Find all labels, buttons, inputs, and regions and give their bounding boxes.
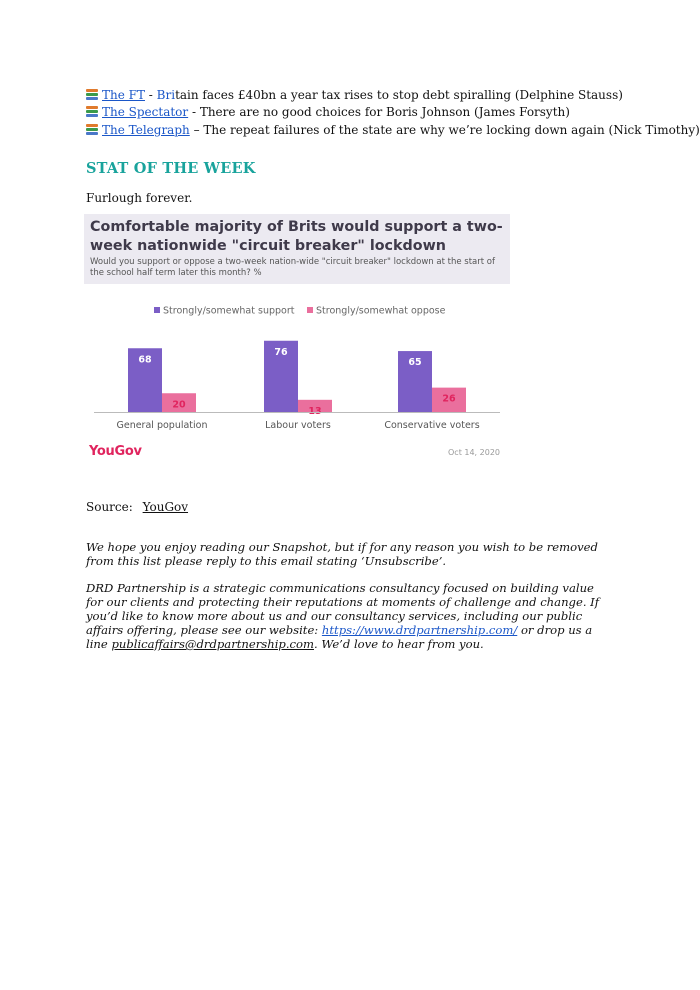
- data-label: 13: [308, 405, 322, 417]
- data-label: 68: [138, 354, 152, 366]
- data-label: 76: [274, 346, 288, 358]
- data-label: 26: [442, 393, 456, 405]
- source-label: Source:: [86, 500, 133, 514]
- news-list: [86, 86, 700, 139]
- news-headline: There are no good choices for Boris Johnson (James Forsyth): [199, 105, 570, 120]
- news-item: [86, 121, 700, 139]
- chart: [84, 214, 510, 469]
- chart-title: Comfortable majority of Brits would support a two-week nationwide "circuit breaker" lockdown: [90, 219, 503, 254]
- chart-plot: [84, 284, 510, 444]
- legend-label: Strongly/somewhat oppose: [316, 305, 446, 317]
- about-text: DRD Partnership is a strategic communications consultancy focused on building value for our clients and protecting their reputations at moments of challenge and change. If you’d like to know more about us and our consultancy services, including our public affairs offering, please see our website:: [86, 581, 600, 637]
- about-note: [86, 581, 606, 651]
- news-source-link[interactable]: The Spectator: [102, 105, 189, 120]
- yougov-logo: YouGov: [89, 444, 142, 459]
- about-text-3: . We’d love to hear from you.: [313, 637, 484, 651]
- source-link[interactable]: YouGov: [142, 500, 189, 514]
- books-icon: [86, 124, 98, 136]
- news-headline: The repeat failures of the state are why we’re locking down again (Nick Timothy): [203, 122, 700, 137]
- chart-date: Oct 14, 2020: [448, 448, 500, 457]
- lead-text: Furlough forever.: [86, 191, 193, 205]
- legend-swatch: [307, 307, 313, 313]
- news-source-link[interactable]: The FT: [102, 87, 145, 102]
- news-text-highlight: Bri: [156, 87, 176, 102]
- section-title: STAT OF THE WEEK: [86, 160, 256, 177]
- news-separator: -: [188, 105, 200, 120]
- category-label: Labour voters: [265, 420, 331, 431]
- chart-subtitle: Would you support or oppose a two-week nation-wide "circuit breaker" lockdown at the start of the school half term later this month? %: [90, 257, 495, 278]
- data-label: 65: [408, 357, 422, 369]
- books-icon: [86, 106, 98, 118]
- legend-label: Strongly/somewhat support: [163, 305, 295, 317]
- source-line: [86, 500, 188, 514]
- legend-swatch: [154, 307, 160, 313]
- category-label: General population: [116, 420, 208, 431]
- category-label: Conservative voters: [384, 420, 480, 431]
- books-icon: [86, 89, 98, 101]
- news-source-link[interactable]: The Telegraph: [102, 122, 190, 137]
- email-link[interactable]: publicaffairs@drdpartnership.com: [111, 637, 314, 651]
- data-label: 20: [172, 399, 186, 411]
- news-item: [86, 86, 686, 104]
- news-item: [86, 104, 686, 122]
- news-headline: tain faces £40bn a year tax rises to stop debt spiralling (Delphine Stauss): [175, 87, 623, 102]
- unsubscribe-note: We hope you enjoy reading our Snapshot, but if for any reason you wish to be removed from this list please reply to this email stating ‘Unsubscribe’.: [86, 540, 598, 568]
- website-link[interactable]: https://www.drdpartnership.com/: [321, 623, 518, 637]
- about-text-2: or drop us a line: [86, 623, 593, 651]
- news-separator: –: [189, 122, 204, 137]
- news-separator: -: [144, 87, 157, 102]
